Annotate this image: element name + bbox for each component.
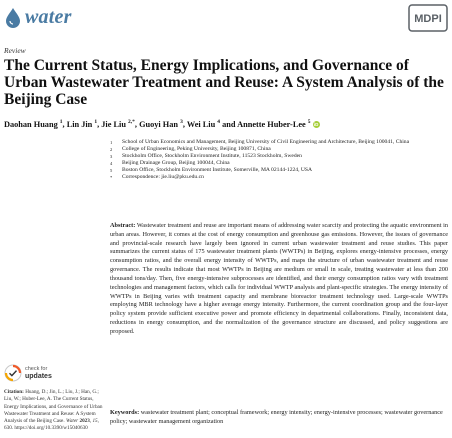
- abstract-label: Abstract:: [110, 222, 136, 229]
- journal-logo[interactable]: [4, 6, 72, 29]
- author-name[interactable]: Guoyi Han: [139, 119, 181, 129]
- water-drop-icon: [4, 7, 22, 29]
- check-updates-icon: [4, 364, 22, 382]
- author-affiliation-marker: 3: [180, 119, 183, 125]
- author-separator: ,: [182, 119, 187, 129]
- affiliation-number: 1: [110, 140, 113, 145]
- affiliation-text: Boston Office, Stockholm Environment Institute, Somerville, MA 02144-1224, USA: [122, 167, 313, 174]
- citation-text: Huang, D.; Jin, L.; Liu, J.; Han, G.; Liu, W.; Huber-Lee, A. The Current Status, Energy Implications, and Governance of Urban Wastewater Treatment and Reuse: A System Analysis of the Beijing Case.: [4, 389, 103, 425]
- journal-header: [0, 0, 452, 40]
- author-affiliation-marker: 1: [94, 119, 98, 125]
- affiliation-item: [110, 153, 446, 160]
- citation: Citation: Huang, D.; Jin, L.; Liu, J.; Han, G.; Liu, W.; Huber-Lee, A. The Current Status, Energy Implications, and Governance of Urban Wastewater Treatment and Reuse: A System Analysis of the Beijing Case. Water 2023, 15, 630. https://doi.org/10.3390/w15040630: [4, 389, 103, 432]
- journal-name: water: [25, 6, 72, 28]
- author-list: [4, 119, 444, 129]
- abstract: [110, 222, 448, 337]
- author-name[interactable]: Daohan Huang: [4, 119, 60, 129]
- sidebar: [4, 362, 104, 433]
- publisher-logo[interactable]: [408, 4, 448, 37]
- author-name[interactable]: Lin Jin: [66, 119, 95, 129]
- author-affiliation-marker: 4: [217, 119, 221, 125]
- orcid-icon[interactable]: iD: [313, 121, 319, 127]
- affiliation-number: 5: [110, 168, 113, 174]
- author-separator: ,: [134, 119, 140, 129]
- svg-text:MDPI: MDPI: [414, 13, 442, 25]
- affiliations: [110, 139, 446, 182]
- affiliation-number: 3: [110, 154, 113, 160]
- keywords-label: Keywords:: [110, 409, 140, 416]
- affiliation-text: Correspondence: jie.liu@pku.edu.cn: [122, 174, 204, 181]
- keywords-text: wastewater treatment plant; conceptual framework; energy intensity; energy-intensive processes; wastewater governance policy; wastewater management organization: [110, 409, 443, 425]
- affiliation-number: 4: [110, 161, 113, 167]
- citation-year: 2023: [79, 418, 90, 425]
- citation-journal: Water: [65, 418, 79, 425]
- affiliation-text: Stockholm Office, Stockholm Environment Institute, 11523 Stockholm, Sweden: [122, 153, 302, 160]
- author-separator: and: [220, 119, 238, 129]
- author-affiliation-marker: 1: [59, 119, 63, 125]
- affiliation-text: Beijing Drainage Group, Beijing 100044, China: [122, 160, 230, 167]
- author-separator: ,: [62, 119, 67, 129]
- affiliation-text: College of Engineering, Peking University, Beijing 100871, China: [122, 146, 271, 153]
- abstract-text: Wastewater treatment and reuse are important means of addressing water scarcity and protecting the aquatic environment in urban areas. However, it comes at the cost of energy consumption and greenhouse gas emissions. However, the issues of governance and provincial-scale research have largely been ignored in current urban wastewater treatment and reuse studies. This paper summarizes the current status of 175 wastewater treatment plants (WWTPs) in Beijing, explores energy-intensive processes, energy consumption ratios, and the overall energy intensity of WWTPs, and maps the structure of urban wastewater treatment and reuse governance. The results indicate that most WWTPs in Beijing are medium or small in scale, treating wastewater at less than 200 thousand tons/day. Then, five energy-intensive subprocesses are identified, and their energy consumption ratios vary with treatment technologies and management factors, which calls for individual WWTP analysis and plant-specific strategies. The energy intensity of WWTPs in Beijing varies with treatment capacity and membrane bioreactor treatment technology used. Large-scale WWTPs employing MBR technology have a higher average energy intensity. Furthermore, the current coordination group and the four-layer policy system provide sufficient executive power and promote efficiency in departmental collaborations. Finally, inconsistent data, reductions in energy consumption, and the normalization of the governance structure are discussed, and policy suggestions are proposed.: [110, 222, 448, 335]
- author-affiliation-marker: 2,*: [128, 119, 135, 125]
- citation-doi[interactable]: , 630. https://doi.org/10.3390/w15040630: [4, 418, 99, 432]
- citation-label: Citation:: [4, 389, 24, 395]
- affiliation-number: *: [110, 175, 113, 181]
- affiliation-item: [110, 167, 446, 174]
- author-affiliation-marker: 5: [307, 119, 311, 125]
- article-type: Review: [4, 46, 26, 55]
- keywords: [110, 409, 448, 426]
- paper-title: The Current Status, Energy Implications, and Governance of Urban Wastewater Treatment and Reuse: A System Analysis of the Beijing Case: [4, 57, 444, 108]
- author-name[interactable]: Jie Liu: [101, 119, 129, 129]
- affiliation-number: 2: [110, 147, 113, 153]
- citation-volume: 15: [92, 418, 98, 425]
- check-for-updates-button[interactable]: [4, 362, 104, 384]
- author-separator: ,: [97, 119, 102, 129]
- affiliation-text: School of Urban Economics and Management, Beijing University of Civil Engineering and Architecture, Beijing 100041, China: [122, 139, 410, 145]
- check-updates-label: check for updates: [25, 366, 52, 380]
- author-name[interactable]: Wei Liu: [186, 119, 218, 129]
- mdpi-logo-icon: [408, 4, 448, 32]
- affiliation-item: [110, 174, 446, 181]
- author-name[interactable]: Annette Huber-Lee: [237, 119, 308, 129]
